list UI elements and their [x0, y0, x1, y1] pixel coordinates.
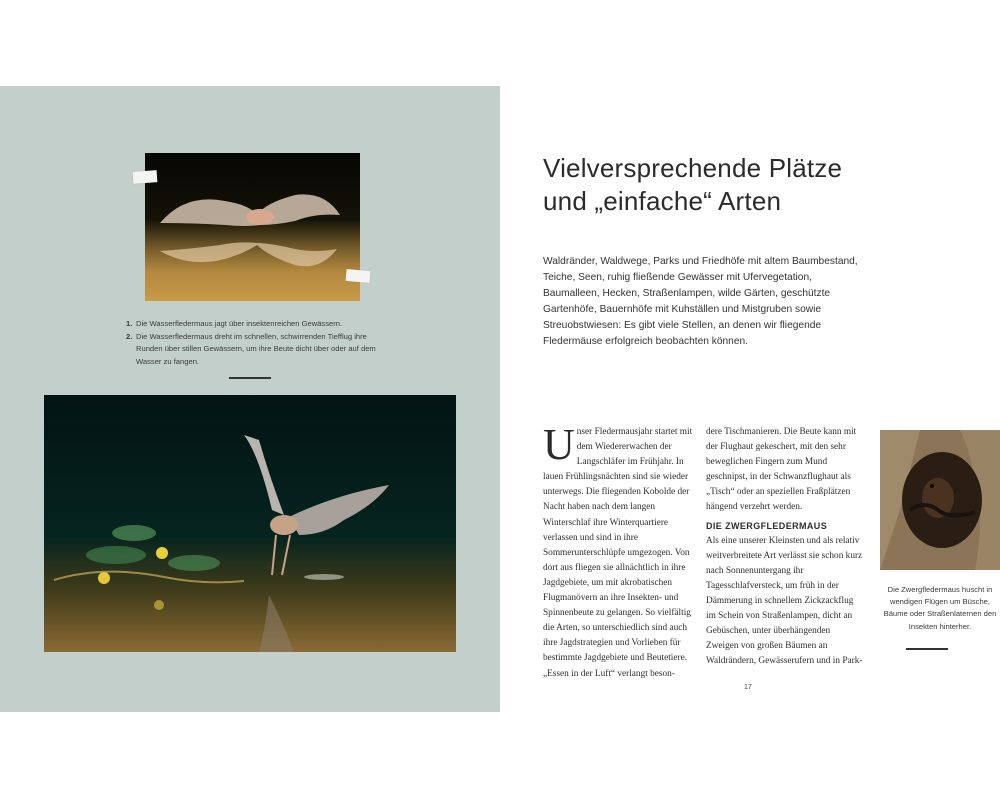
tape-strip	[346, 269, 371, 283]
intro-paragraph: Waldränder, Waldwege, Parks und Friedhöfe mit altem Baumbestand, Teiche, Seen, ruhig fließende Gewässer mit Ufervegetation, Baumalleen, Hecken, Straßenlampen, wilde Gärten, geschützte Gartenhöfe, Bauernhöfe mit Kuhställen und Mistgruben sowie Streuobstwiesen: Es gibt viele Stellen, an denen wir fliegende Fledermäuse erfolgreich beobachten können.	[543, 256, 858, 348]
photo-bat-hunting-pond	[44, 395, 456, 652]
caption-divider	[906, 648, 948, 650]
caption-number: 1.	[126, 319, 133, 328]
left-captions	[126, 318, 386, 368]
page-headline	[543, 152, 873, 218]
caption-text: Die Wasserfledermaus dreht im schnellen, schwirrenden Tiefflug ihre Runden über stillen Gewässern, um ihre Beute dicht über oder auf dem Wasser zu fangen.	[136, 331, 376, 366]
body-column-2	[706, 425, 864, 669]
photo-pipistrelle-in-crevice	[880, 430, 1000, 570]
right-caption: Die Zwergfledermaus huscht in wendigen Flügen um Büsche, Bäume oder Straßenlaternen den Insekten hinterher.	[883, 585, 997, 631]
body-text: dere Tischmanieren. Die Beute kann mit der Flughaut gekeschert, mit den sehr beweglichen Fingern zum Mund geschnipst, in der Schwanzflughaut als „Tisch“ oder an speziellen Fraßplätzen hängend verzehrt werden.	[706, 427, 857, 513]
caption-text: Die Wasserfledermaus jagt über insektenreichen Gewässern.	[136, 319, 343, 328]
tape-strip	[133, 170, 158, 184]
photo-water-bat-skimming	[145, 153, 360, 301]
body-column-1	[543, 420, 696, 682]
caption-2	[126, 331, 386, 369]
body-text: nser Fledermausjahr startet mit dem Wiedererwachen der Langschläfer im Frühjahr. In lauen Frühlingsnächten sind sie wieder unterwegs. Die fliegenden Kobolde der Nacht haben nach dem langen Winterschlaf ihre Winterquartiere verlassen und sind in ihre Sommerunterschlüpfe umgezogen. Von dort aus fliegen sie allnächtlich in ihre Jagdgebiete, um mit akrobatischen Flugmanövern an ihre Insekten- und Spinnenbeute zu gelangen. So vielfältig die Arten, so unterschiedlich sind auch ihre Jagdstrategien und Vorlieben für bestimmte Jagdgebiete und Beutetiere. „Essen in der Luft“ verlangt beson-	[543, 427, 693, 679]
caption-1	[126, 318, 386, 331]
caption-number: 2.	[126, 331, 133, 341]
headline-line: und „einfache“ Arten	[543, 186, 782, 216]
drop-cap: U	[543, 420, 575, 469]
page-number: 17	[744, 684, 752, 691]
body-text: Als eine unserer Kleinsten und als relativ weitverbreitete Art verlässt sie schon kurz nach Sonnenuntergang ihr Tagesschlafversteck, um früh in der Dämmerung in schnellem Zickzackflug im Schein von Straßenlampen, dicht an Gebüschen, unter überhängenden Zweigen von großen Bäumen an Waldrändern, Gewässerufern und in Park-	[706, 535, 863, 667]
section-subheading: DIE ZWERGFLEDERMAUS	[706, 520, 828, 531]
headline-line: Vielversprechende Plätze	[543, 153, 843, 183]
caption-divider	[229, 377, 271, 379]
